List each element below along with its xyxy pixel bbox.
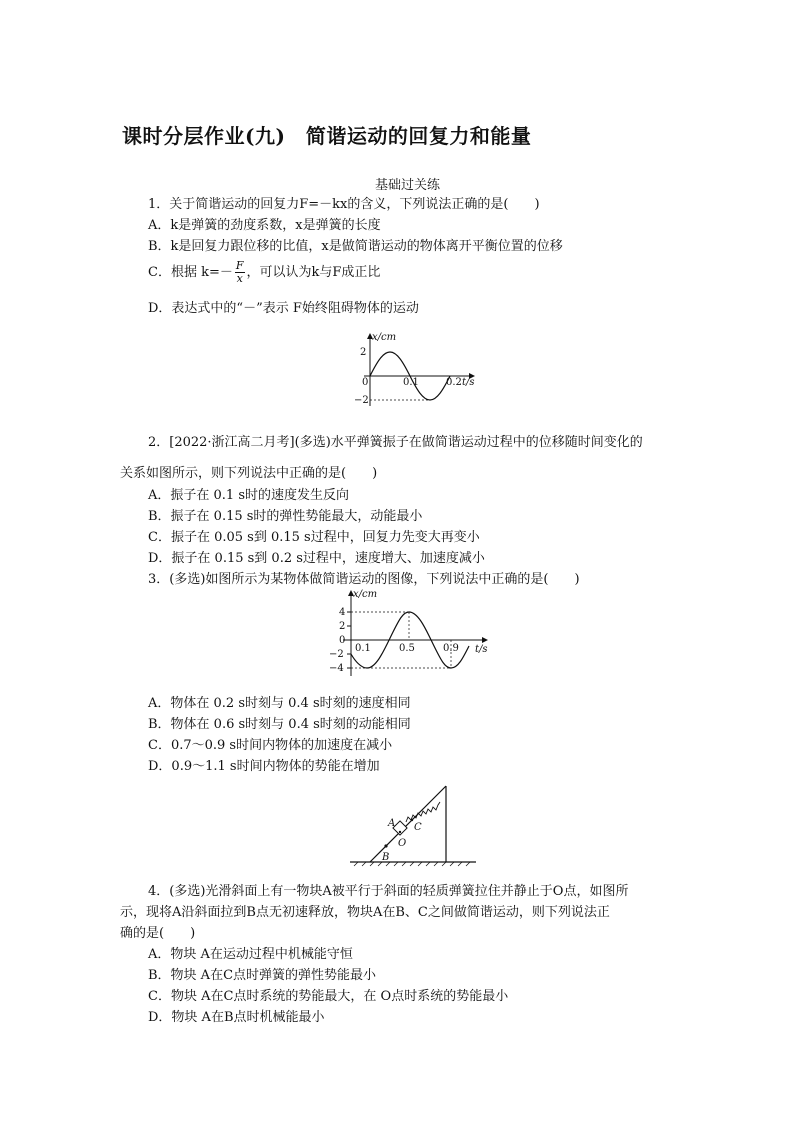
- x-axis-label: t/s: [462, 377, 475, 388]
- incline-surface: [370, 786, 446, 862]
- q3-stem: 3．(多选)如图所示为某物体做简谐运动的图像，下列说法中正确的是( ): [148, 572, 580, 587]
- figure-1-xt-graph: [350, 330, 480, 414]
- q4-stem-line2: 示，现将A沿斜面拉到B点无初速释放，物块A在B、C之间做简谐运动，则下列说法正: [120, 905, 610, 920]
- q4-option-a: A．物块 A在运动过程中机械能守恒: [148, 947, 353, 962]
- q2-option-b: B．振子在 0.15 s时的弹性势能最大，动能最小: [148, 509, 423, 524]
- y-tick-neg2: −2: [329, 649, 344, 660]
- x-tick-0.1: 0.1: [355, 643, 371, 654]
- q3-option-c: C．0.7～0.9 s时间内物体的加速度在减小: [148, 738, 393, 753]
- q1-option-c: [148, 260, 380, 285]
- fraction-f-over-x: [235, 260, 245, 285]
- y-tick-2: 2: [339, 621, 346, 632]
- q1-option-c-prefix: C．根据 k=－: [148, 265, 233, 280]
- label-o: O: [398, 838, 407, 849]
- q1-option-b: B．k是回复力跟位移的比值，x是做简谐运动的物体离开平衡位置的位移: [148, 239, 563, 254]
- y-tick-neg4: −4: [329, 663, 344, 674]
- q2-stem-line1: 2．[2022·浙江高二月考](多选)水平弹簧振子在做简谐运动过程中的位移随时间变化的: [148, 435, 643, 450]
- section-heading: 基础过关练: [375, 178, 441, 193]
- page-title: 课时分层作业(九) 简谐运动的回复力和能量: [122, 124, 532, 148]
- q2-option-d: D．振子在 0.15 s到 0.2 s过程中，速度增大、加速度减小: [148, 551, 485, 566]
- point-b-dot: [384, 844, 387, 847]
- point-c-dot: [411, 819, 413, 821]
- label-a: A: [388, 818, 396, 829]
- x-axis-label: t/s: [475, 644, 488, 655]
- spring: [406, 802, 440, 822]
- origin-label: 0: [362, 377, 369, 388]
- q1-option-a: A．k是弹簧的劲度系数，x是弹簧的长度: [148, 218, 381, 233]
- q1-stem: 1．关于简谐运动的回复力F=－kx的含义，下列说法正确的是( ): [148, 197, 540, 212]
- x-tick-0.9: 0.9: [443, 643, 459, 654]
- figure-2-xt-graph: [325, 588, 495, 682]
- q1-option-d: D．表达式中的“－”表示 F始终阻碍物体的运动: [148, 301, 419, 316]
- y-axis-label: x/cm: [353, 589, 378, 600]
- fraction-denominator: x: [236, 272, 243, 285]
- figure-3-incline: [348, 780, 478, 874]
- q3-option-a: A．物体在 0.2 s时刻与 0.4 s时刻的速度相同: [148, 696, 411, 711]
- q1-option-c-suffix: ，可以认为k与F成正比: [246, 265, 381, 280]
- q2-option-c: C．振子在 0.05 s到 0.15 s过程中，回复力先变大再变小: [148, 530, 480, 545]
- q2-option-a: A．振子在 0.1 s时的速度发生反向: [148, 488, 349, 503]
- q4-option-b: B．物块 A在C点时弹簧的弹性势能最小: [148, 968, 377, 983]
- x-tick-0.2: 0.2: [446, 377, 462, 388]
- fraction-numerator: F: [235, 259, 244, 272]
- x-tick-0.5: 0.5: [399, 643, 415, 654]
- q3-option-b: B．物体在 0.6 s时刻与 0.4 s时刻的动能相同: [148, 717, 411, 732]
- point-o-dot: [399, 831, 401, 833]
- q2-stem-line2: 关系如图所示，则下列说法中正确的是( ): [120, 466, 378, 481]
- y-tick-0: 0: [339, 635, 346, 646]
- q4-option-d: D．物块 A在B点时机械能最小: [148, 1010, 325, 1025]
- y-axis-label: x/cm: [372, 332, 397, 343]
- x-tick-0.1: 0.1: [403, 377, 419, 388]
- q4-stem-line1: 4．(多选)光滑斜面上有一物块A被平行于斜面的轻质弹簧拉住并静止于O点，如图所: [148, 884, 629, 899]
- label-c: C: [414, 822, 422, 833]
- y-tick-4: 4: [339, 607, 346, 618]
- label-b: B: [382, 852, 390, 863]
- y-tick-2: 2: [360, 347, 367, 358]
- q4-stem-line3: 确的是( ): [120, 926, 196, 941]
- q4-option-c: C．物块 A在C点时系统的势能最大，在 O点时系统的势能最小: [148, 989, 509, 1004]
- q3-option-d: D．0.9～1.1 s时间内物体的势能在增加: [148, 759, 380, 774]
- y-tick-neg2: −2: [354, 395, 369, 406]
